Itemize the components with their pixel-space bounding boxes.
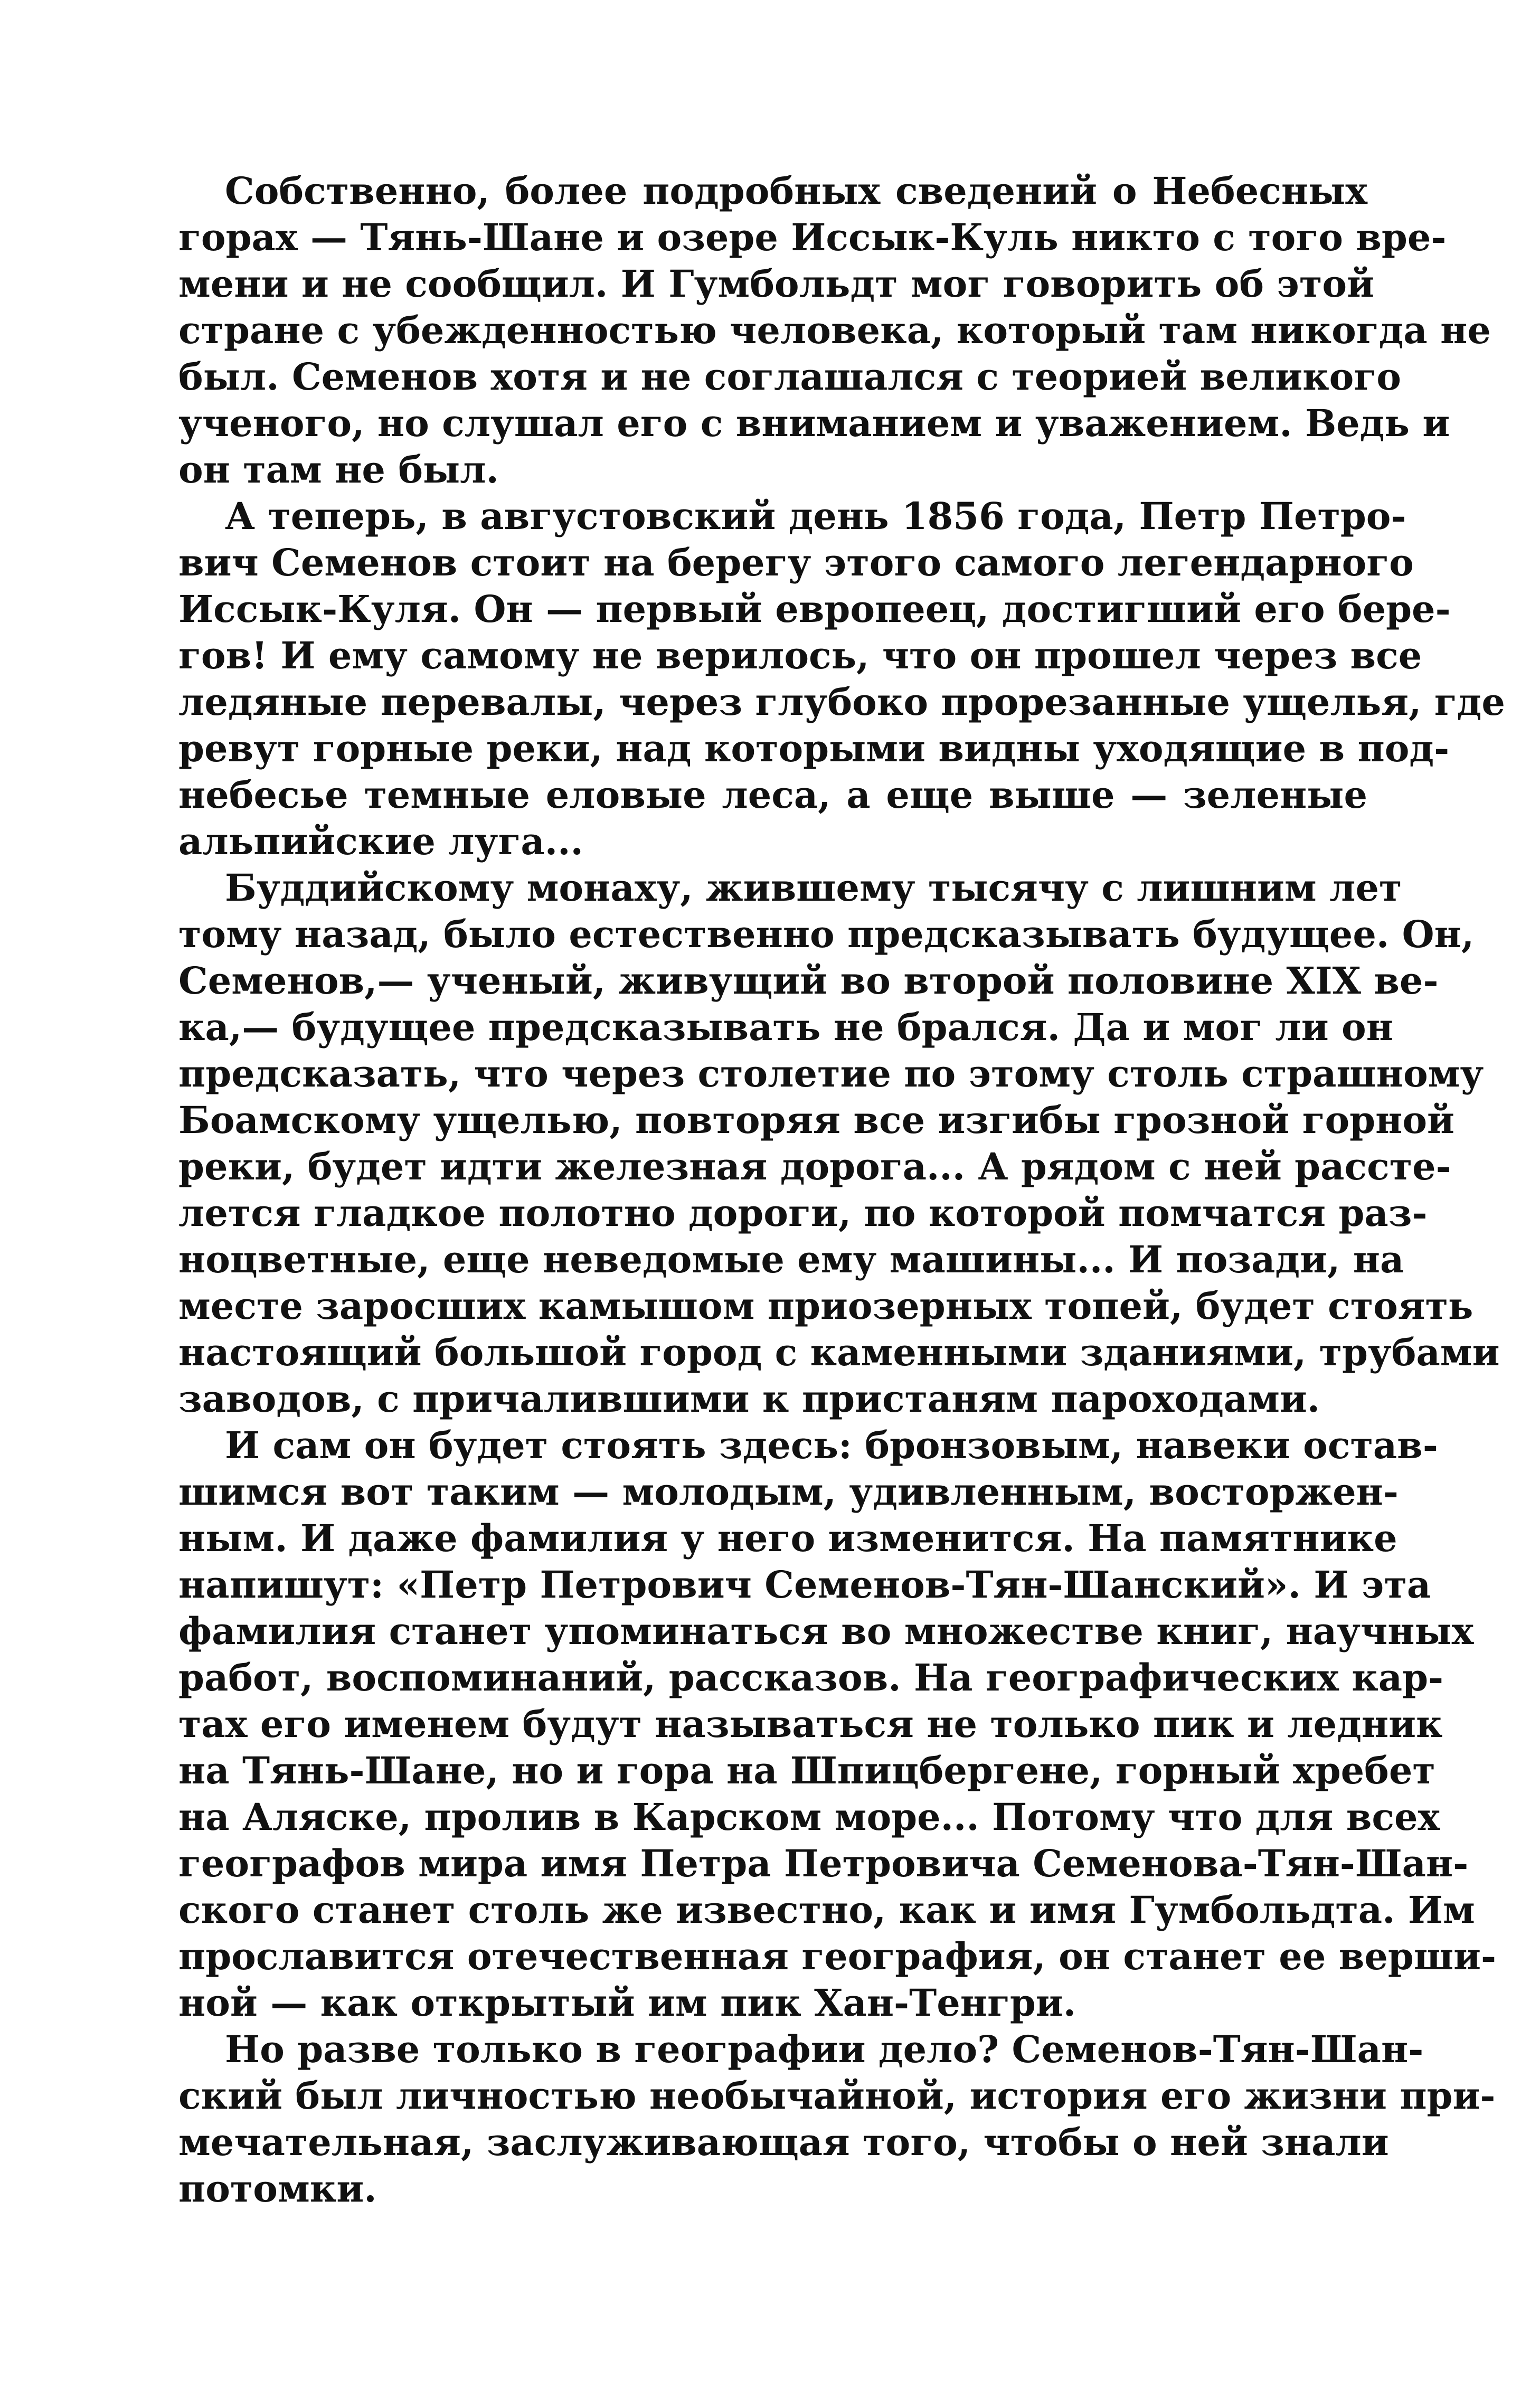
- text-line: лется гладкое полотно дороги, по которой помчатся раз-: [178, 1191, 1428, 1235]
- text-line: Боамскому ущелью, повторяя все изгибы грозной горной: [178, 1098, 1454, 1142]
- text-line: мечательная, заслуживающая того, чтобы о ней знали: [178, 2120, 1389, 2164]
- paragraph: [178, 865, 1500, 1422]
- text-line: ноцветные, еще неведомые ему машины... И позади, на: [178, 1238, 1404, 1281]
- paragraph: [178, 1422, 1497, 2026]
- paragraph: [178, 168, 1491, 493]
- text-line: Но разве только в географии дело? Семенов-Тян-Шан-: [225, 2027, 1424, 2071]
- text-line: прославится отечественная география, он станет ее верши-: [178, 1934, 1497, 1978]
- text-line: ным. И даже фамилия у него изменится. На памятнике: [178, 1516, 1397, 1560]
- text-line: И сам он будет стоять здесь: бронзовым, навеки остав-: [225, 1423, 1438, 1467]
- paragraph: [178, 493, 1505, 865]
- text-line: вич Семенов стоит на берегу этого самого легендарного: [178, 541, 1414, 584]
- text-line: заводов, с причалившими к пристаням пароходами.: [178, 1377, 1320, 1421]
- text-line: географов мира имя Петра Петровича Семенова-Тян-Шан-: [178, 1842, 1469, 1885]
- text-line: на Аляске, пролив в Карском море... Потому что для всех: [178, 1795, 1440, 1839]
- text-line: фамилия станет упоминаться во множестве книг, научных: [178, 1609, 1474, 1653]
- text-line: ревут горные реки, над которыми видны уходящие в под-: [178, 726, 1450, 770]
- text-line: ка,— будущее предсказывать не брался. Да и мог ли он: [178, 1005, 1393, 1049]
- text-line: мени и не сообщил. И Гумбольдт мог говорить об этой: [178, 262, 1374, 306]
- text-line: горах — Тянь-Шане и озере Иссык-Куль никто с того вре-: [178, 215, 1447, 259]
- text-line: Семенов,— ученый, живущий во второй половине XIX ве-: [178, 959, 1439, 1003]
- text-line: ной — как открытый им пик Хан-Тенгри.: [178, 1981, 1076, 2025]
- text-line: потомки.: [178, 2167, 377, 2211]
- text-line: реки, будет идти железная дорога... А рядом с ней рассте-: [178, 1145, 1451, 1188]
- text-line: тах его именем будут называться не только пик и ледник: [178, 1702, 1443, 1746]
- text-line: Буддийскому монаху, жившему тысячу с лишним лет: [225, 866, 1402, 910]
- text-line: ский был личностью необычайной, история его жизни при-: [178, 2074, 1496, 2118]
- text-line: тому назад, было естественно предсказывать будущее. Он,: [178, 912, 1475, 956]
- text-column: [178, 168, 1505, 2212]
- text-line: был. Семенов хотя и не соглашался с теорией великого: [178, 355, 1401, 399]
- text-line: шимся вот таким — молодым, удивленным, восторжен-: [178, 1470, 1399, 1514]
- text-line: предсказать, что через столетие по этому столь страшному: [178, 1052, 1484, 1096]
- text-line: небесье темные еловые леса, а еще выше — зеленые: [178, 773, 1367, 817]
- text-line: напишут: «Петр Петрович Семенов-Тян-Шанский». И эта: [178, 1563, 1431, 1607]
- text-line: он там не был.: [178, 448, 499, 492]
- text-line: альпийские луга...: [178, 819, 583, 863]
- text-line: работ, воспоминаний, рассказов. На географических кар-: [178, 1656, 1444, 1699]
- text-line: месте заросших камышом приозерных топей, будет стоять: [178, 1284, 1473, 1328]
- text-line: ледяные перевалы, через глубоко прорезанные ущелья, где: [178, 680, 1505, 724]
- text-line: Собственно, более подробных сведений о Небесных: [225, 169, 1367, 213]
- paragraph: [178, 2026, 1496, 2212]
- text-line: Иссык-Куля. Он — первый европеец, достигший его бере-: [178, 587, 1451, 631]
- text-line: А теперь, в августовский день 1856 года, Петр Петро-: [225, 494, 1406, 538]
- text-line: гов! И ему самому не верилось, что он прошел через все: [178, 634, 1422, 677]
- text-line: на Тянь-Шане, но и гора на Шпицбергене, горный хребет: [178, 1749, 1435, 1792]
- text-line: настоящий большой город с каменными зданиями, трубами: [178, 1330, 1500, 1374]
- text-line: ученого, но слушал его с вниманием и уважением. Ведь и: [178, 401, 1450, 445]
- text-line: ского станет столь же известно, как и имя Гумбольдта. Им: [178, 1888, 1475, 1932]
- text-line: стране с убежденностью человека, который там никогда не: [178, 308, 1491, 352]
